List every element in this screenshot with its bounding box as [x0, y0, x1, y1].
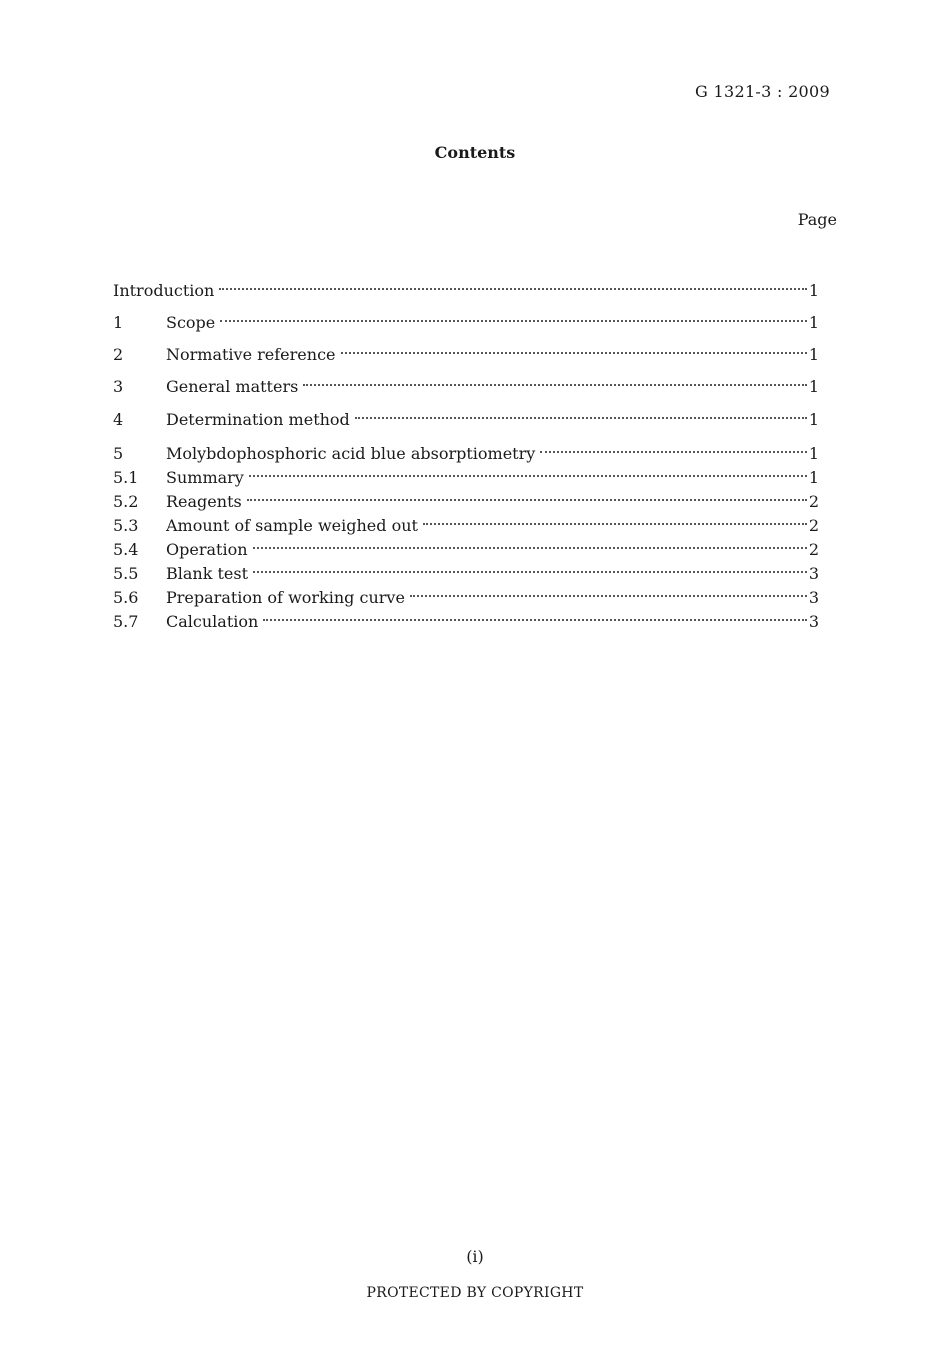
toc-entry-page: 1: [808, 313, 819, 332]
toc-entry-number: 2: [113, 345, 124, 364]
toc-entry-5-4[interactable]: [113, 533, 819, 559]
toc-entry-5-2[interactable]: [113, 485, 819, 511]
toc-entry-title: General matters: [166, 377, 299, 396]
toc-entry-title: Blank test: [166, 564, 249, 583]
toc-entry-title: Amount of sample weighed out: [166, 516, 418, 535]
toc-entry-page: 2: [808, 540, 819, 559]
toc-entry-number: 4: [113, 410, 124, 429]
toc-entry-title: Scope: [166, 313, 216, 332]
toc-entry-4[interactable]: [113, 403, 819, 429]
toc-entry-number: 5.7: [113, 612, 139, 631]
toc-entry-number: 5.5: [113, 564, 139, 583]
toc-entry-title: Summary: [166, 468, 244, 487]
toc-entry-5-5[interactable]: [113, 557, 819, 583]
toc-dot-leader: [247, 485, 807, 507]
toc-entry-title: Reagents: [166, 492, 242, 511]
toc-entry-5-3[interactable]: [113, 509, 819, 535]
toc-entry-number: 5.1: [113, 468, 139, 487]
toc-entry-1[interactable]: [113, 306, 819, 332]
toc-entry-3[interactable]: [113, 370, 819, 396]
toc-entry-number: 5.3: [113, 516, 139, 535]
toc-entry-title: Preparation of working curve: [166, 588, 405, 607]
toc-entry-page: 1: [808, 281, 819, 300]
toc-entry-page: 2: [808, 516, 819, 535]
page-column-label: Page: [797, 210, 837, 229]
toc-entry-title: Molybdophosphoric acid blue absorptiometry: [166, 444, 536, 463]
toc-entry-introduction[interactable]: [113, 274, 819, 300]
toc-entry-title: Introduction: [113, 281, 215, 300]
toc-entry-page: 1: [808, 468, 819, 487]
document-id: G 1321-3 : 2009: [695, 82, 830, 101]
toc-entry-5-6[interactable]: [113, 581, 819, 607]
toc-entry-page: 1: [808, 377, 819, 396]
toc-entry-2[interactable]: [113, 338, 819, 364]
toc-dot-leader: [423, 509, 807, 531]
toc-dot-leader: [253, 557, 807, 579]
toc-entry-number: 5.6: [113, 588, 139, 607]
toc-dot-leader: [263, 605, 807, 627]
toc-entry-title: Determination method: [166, 410, 350, 429]
toc-entry-5-1[interactable]: [113, 461, 819, 487]
toc-entry-5-7[interactable]: [113, 605, 819, 631]
toc-entry-page: 3: [808, 612, 819, 631]
toc-entry-title: Operation: [166, 540, 248, 559]
toc-dot-leader: [410, 581, 807, 603]
toc-entry-title: Normative reference: [166, 345, 336, 364]
copyright-notice: PROTECTED BY COPYRIGHT: [366, 1285, 584, 1301]
toc-entry-page: 3: [808, 588, 819, 607]
toc-dot-leader: [303, 370, 807, 392]
toc-entry-page: 3: [808, 564, 819, 583]
toc-entry-number: 3: [113, 377, 124, 396]
toc-dot-leader: [253, 533, 807, 555]
toc-dot-leader: [355, 403, 807, 425]
toc-dot-leader: [219, 274, 806, 296]
toc-entry-title: Calculation: [166, 612, 259, 631]
toc-entry-page: 1: [808, 410, 819, 429]
toc-dot-leader: [341, 338, 807, 360]
toc-entry-number: 5.2: [113, 492, 139, 511]
toc-entry-number: 5.4: [113, 540, 139, 559]
toc-entry-number: 1: [113, 313, 124, 332]
toc-entry-page: 1: [808, 444, 819, 463]
toc-dot-leader: [220, 306, 807, 328]
toc-dot-leader: [540, 437, 807, 459]
toc-dot-leader: [249, 461, 807, 483]
toc-entry-5[interactable]: [113, 437, 819, 463]
page-title: Contents: [434, 143, 516, 162]
toc-entry-page: 1: [808, 345, 819, 364]
toc-entry-number: 5: [113, 444, 124, 463]
toc-entry-page: 2: [808, 492, 819, 511]
page-number: (i): [466, 1247, 484, 1266]
